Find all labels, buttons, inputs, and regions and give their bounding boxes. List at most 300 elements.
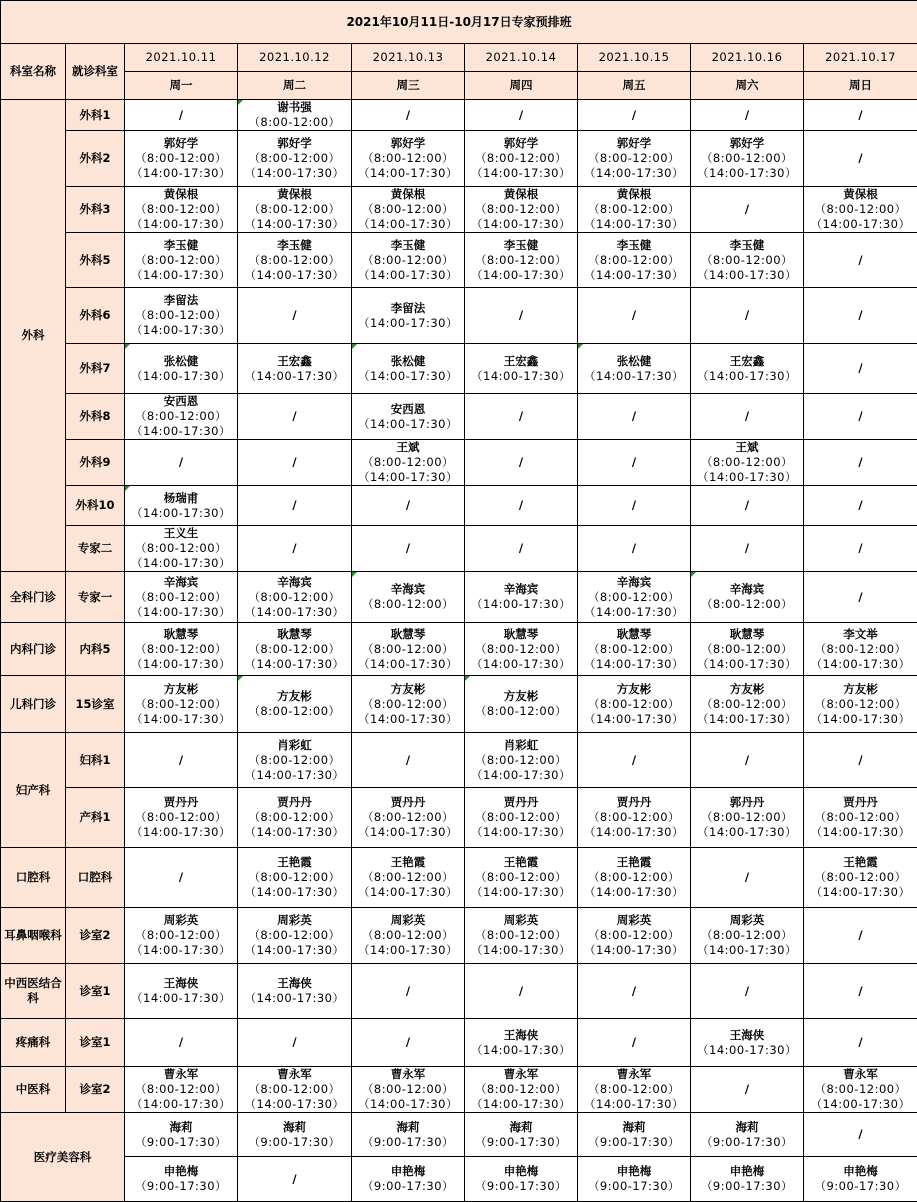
schedule-cell [238,100,352,131]
schedule-cell [578,1067,691,1113]
time-slot: （14:00-17:30） [804,1097,917,1112]
time-slot: （8:00-12:00） [578,928,690,943]
time-slot: （8:00-12:00） [352,597,464,612]
time-slot: （8:00-12:00） [465,704,577,719]
time-slot: （8:00-12:00） [578,810,690,825]
time-slot: （14:00-17:30） [125,605,237,620]
doctor-name: 李留法 [352,301,464,316]
doctor-name: 杨瑞甫 [125,491,237,506]
table-row [1,440,917,486]
time-slot: （8:00-12:00） [465,1082,577,1097]
empty-slot: / [238,409,351,424]
empty-slot: / [804,753,917,768]
schedule-cell [238,572,352,623]
time-slot: （14:00-17:30） [238,166,351,181]
empty-slot: / [804,541,917,556]
clinic-name: 外科10 [66,486,125,526]
date-header: 2021.10.11 [125,44,238,72]
schedule-cell [578,344,691,394]
table-row [1,233,917,288]
empty-slot: / [691,202,803,217]
date-header: 2021.10.13 [352,44,465,72]
empty-slot: / [804,590,917,605]
time-slot: （9:00-17:30） [578,1179,690,1194]
time-slot: （14:00-17:30） [352,217,464,232]
doctor-name: 黄保根 [465,187,577,202]
weekday-header: 周四 [465,72,578,100]
table-row [1,526,917,572]
schedule-cell [465,1157,578,1202]
time-slot: （8:00-12:00） [465,151,577,166]
clinic-name: 外科7 [66,344,125,394]
time-slot: （8:00-12:00） [238,253,351,268]
clinic-name: 诊室2 [66,1067,125,1113]
empty-slot: / [465,409,577,424]
doctor-name: 郭好学 [238,136,351,151]
doctor-name: 李玉健 [465,238,577,253]
schedule-cell [804,394,917,440]
schedule-cell [125,788,238,848]
schedule-cell [578,964,691,1019]
time-slot: （9:00-17:30） [804,1179,917,1194]
table-row [1,788,917,848]
schedule-cell [578,623,691,676]
schedule-cell [691,964,804,1019]
empty-slot: / [691,541,803,556]
doctor-name: 黄保根 [125,187,237,202]
date-header: 2021.10.17 [804,44,917,72]
table-row [1,394,917,440]
doctor-name: 耿慧琴 [578,627,690,642]
time-slot: （14:00-17:30） [691,657,803,672]
schedule-cell [804,964,917,1019]
clinic-name: 口腔科 [66,848,125,908]
doctor-name: 王斌 [691,440,803,455]
schedule-cell [352,848,465,908]
schedule-cell [125,733,238,788]
department-name: 妇产科 [1,733,66,848]
schedule-cell [125,344,238,394]
schedule-cell [578,1113,691,1157]
time-slot: （8:00-12:00） [578,870,690,885]
schedule-cell [465,733,578,788]
doctor-name: 周彩英 [691,913,803,928]
time-slot: （8:00-12:00） [238,115,351,130]
schedule-cell [465,486,578,526]
empty-slot: / [691,1082,803,1097]
doctor-name: 方友彬 [691,682,803,697]
schedule-cell [691,572,804,623]
clinic-name: 专家二 [66,526,125,572]
table-row [1,733,917,788]
department-name: 耳鼻咽喉科 [1,908,66,964]
empty-slot: / [691,108,803,123]
time-slot: （8:00-12:00） [352,642,464,657]
time-slot: （8:00-12:00） [578,1082,690,1097]
empty-slot: / [578,498,690,513]
time-slot: （14:00-17:30） [125,268,237,283]
time-slot: （14:00-17:30） [465,885,577,900]
doctor-name: 王海侠 [238,976,351,991]
schedule-cell [578,908,691,964]
schedule-cell [238,486,352,526]
time-slot: （14:00-17:30） [352,657,464,672]
doctor-name: 王宏鑫 [238,354,351,369]
time-slot: （14:00-17:30） [125,424,237,439]
schedule-cell [238,1067,352,1113]
empty-slot: / [352,108,464,123]
clinic-name: 诊室1 [66,1019,125,1067]
time-slot: （14:00-17:30） [352,825,464,840]
doctor-name: 周彩英 [465,913,577,928]
clinic-name: 外科5 [66,233,125,288]
time-slot: （14:00-17:30） [465,1043,577,1058]
time-slot: （14:00-17:30） [238,825,351,840]
schedule-cell [352,1067,465,1113]
schedule-cell [238,848,352,908]
doctor-name: 黄保根 [578,187,690,202]
department-name: 内科门诊 [1,623,66,676]
time-slot: （14:00-17:30） [125,506,237,521]
time-slot: （8:00-12:00） [465,870,577,885]
empty-slot: / [804,409,917,424]
clinic-name: 诊室2 [66,908,125,964]
doctor-name: 安西恩 [352,402,464,417]
schedule-cell [578,526,691,572]
empty-slot: / [465,308,577,323]
doctor-name: 周彩英 [238,913,351,928]
time-slot: （8:00-12:00） [465,202,577,217]
time-slot: （9:00-17:30） [691,1135,803,1150]
doctor-name: 贾丹丹 [578,795,690,810]
schedule-cell [465,788,578,848]
doctor-name: 耿慧琴 [352,627,464,642]
schedule-cell [352,676,465,733]
doctor-name: 海莉 [352,1120,464,1135]
doctor-name: 贾丹丹 [804,795,917,810]
time-slot: （14:00-17:30） [691,1043,803,1058]
time-slot: （14:00-17:30） [691,166,803,181]
time-slot: （8:00-12:00） [804,202,917,217]
doctor-name: 张松健 [352,354,464,369]
time-slot: （14:00-17:30） [352,470,464,485]
empty-slot: / [125,108,237,123]
schedule-cell [465,848,578,908]
doctor-name: 申艳梅 [691,1164,803,1179]
time-slot: （9:00-17:30） [352,1179,464,1194]
time-slot: （14:00-17:30） [465,768,577,783]
time-slot: （14:00-17:30） [238,605,351,620]
empty-slot: / [691,753,803,768]
empty-slot: / [238,1035,351,1050]
time-slot: （14:00-17:30） [238,768,351,783]
schedule-cell [465,394,578,440]
schedule-cell [352,733,465,788]
time-slot: （14:00-17:30） [804,825,917,840]
time-slot: （8:00-12:00） [352,697,464,712]
doctor-name: 周彩英 [578,913,690,928]
time-slot: （14:00-17:30） [691,712,803,727]
time-slot: （14:00-17:30） [465,166,577,181]
schedule-cell [465,1113,578,1157]
doctor-name: 方友彬 [125,682,237,697]
schedule-cell [465,1019,578,1067]
empty-slot: / [352,498,464,513]
time-slot: （14:00-17:30） [238,943,351,958]
time-slot: （14:00-17:30） [465,1097,577,1112]
clinic-name: 专家一 [66,572,125,623]
time-slot: （14:00-17:30） [804,657,917,672]
empty-slot: / [578,308,690,323]
department-name: 儿科门诊 [1,676,66,733]
schedule-cell [578,788,691,848]
date-header: 2021.10.12 [238,44,352,72]
schedule-cell [578,733,691,788]
department-name: 疼痛科 [1,1019,66,1067]
time-slot: （14:00-17:30） [125,556,237,571]
schedule-cell [804,344,917,394]
schedule-cell [465,526,578,572]
empty-slot: / [465,984,577,999]
time-slot: （8:00-12:00） [352,455,464,470]
table-row [1,486,917,526]
empty-slot: / [578,753,690,768]
time-slot: （8:00-12:00） [804,870,917,885]
schedule-cell [465,131,578,187]
empty-slot: / [125,870,237,885]
table-row [1,676,917,733]
doctor-name: 申艳梅 [465,1164,577,1179]
doctor-name: 方友彬 [465,689,577,704]
time-slot: （8:00-12:00） [238,642,351,657]
time-slot: （14:00-17:30） [352,885,464,900]
time-slot: （14:00-17:30） [804,712,917,727]
time-slot: （8:00-12:00） [125,308,237,323]
time-slot: （14:00-17:30） [352,943,464,958]
schedule-cell [352,788,465,848]
schedule-cell [125,1157,238,1202]
empty-slot: / [238,455,351,470]
time-slot: （14:00-17:30） [578,166,690,181]
doctor-name: 辛海宾 [352,582,464,597]
clinic-name: 内科5 [66,623,125,676]
doctor-name: 周彩英 [125,913,237,928]
schedule-cell [125,676,238,733]
time-slot: （8:00-12:00） [125,1082,237,1097]
time-slot: （8:00-12:00） [578,590,690,605]
doctor-name: 曹永军 [238,1067,351,1082]
schedule-cell [465,623,578,676]
schedule-cell [125,1067,238,1113]
table-row [1,344,917,394]
time-slot: （14:00-17:30） [578,712,690,727]
empty-slot: / [804,455,917,470]
time-slot: （8:00-12:00） [578,253,690,268]
doctor-name: 贾丹丹 [238,795,351,810]
schedule-cell [125,394,238,440]
time-slot: （14:00-17:30） [465,657,577,672]
schedule-cell [238,440,352,486]
time-slot: （8:00-12:00） [125,409,237,424]
time-slot: （8:00-12:00） [238,590,351,605]
schedule-cell [578,486,691,526]
schedule-cell [691,1019,804,1067]
time-slot: （8:00-12:00） [125,151,237,166]
department-name: 中医科 [1,1067,66,1113]
schedule-cell [352,131,465,187]
clinic-name: 15诊室 [66,676,125,733]
time-slot: （14:00-17:30） [465,943,577,958]
time-slot: （8:00-12:00） [352,870,464,885]
time-slot: （14:00-17:30） [352,369,464,384]
doctor-name: 肖彩虹 [465,738,577,753]
clinic-name: 诊室1 [66,964,125,1019]
schedule-cell [691,100,804,131]
doctor-name: 耿慧琴 [465,627,577,642]
doctor-name: 谢书强 [238,100,351,115]
time-slot: （14:00-17:30） [578,369,690,384]
schedule-cell [578,100,691,131]
doctor-name: 王斌 [352,440,464,455]
schedule-cell [238,733,352,788]
schedule-cell [578,1019,691,1067]
schedule-cell [578,394,691,440]
schedule-cell [804,440,917,486]
time-slot: （14:00-17:30） [125,943,237,958]
time-slot: （8:00-12:00） [465,753,577,768]
clinic-name: 外科9 [66,440,125,486]
doctor-name: 辛海宾 [125,575,237,590]
doctor-name: 黄保根 [352,187,464,202]
schedule-cell [804,233,917,288]
time-slot: （14:00-17:30） [691,369,803,384]
time-slot: （14:00-17:30） [125,712,237,727]
time-slot: （8:00-12:00） [578,202,690,217]
schedule-cell [125,526,238,572]
clinic-name: 外科6 [66,288,125,344]
time-slot: （14:00-17:30） [804,217,917,232]
time-slot: （8:00-12:00） [691,642,803,657]
clinic-name: 外科8 [66,394,125,440]
schedule-cell [691,1157,804,1202]
time-slot: （8:00-12:00） [691,810,803,825]
schedule-cell [238,131,352,187]
table-row [1,187,917,233]
schedule-cell [125,486,238,526]
time-slot: （14:00-17:30） [125,217,237,232]
time-slot: （8:00-12:00） [352,810,464,825]
time-slot: （14:00-17:30） [238,657,351,672]
empty-slot: / [238,308,351,323]
clinic-name: 外科1 [66,100,125,131]
doctor-name: 李留法 [125,293,237,308]
schedule-cell [352,440,465,486]
doctor-name: 海莉 [578,1120,690,1135]
time-slot: （8:00-12:00） [238,870,351,885]
time-slot: （14:00-17:30） [578,885,690,900]
doctor-name: 郭好学 [578,136,690,151]
table-row [1,623,917,676]
doctor-name: 郭好学 [465,136,577,151]
weekday-header: 周三 [352,72,465,100]
time-slot: （9:00-17:30） [465,1135,577,1150]
empty-slot: / [465,455,577,470]
empty-slot: / [691,984,803,999]
doctor-name: 辛海宾 [238,575,351,590]
empty-slot: / [691,870,803,885]
time-slot: （8:00-12:00） [465,928,577,943]
empty-slot: / [578,108,690,123]
doctor-name: 辛海宾 [691,582,803,597]
doctor-name: 王海侠 [691,1028,803,1043]
time-slot: （14:00-17:30） [465,825,577,840]
doctor-name: 贾丹丹 [465,795,577,810]
clinic-name: 外科3 [66,187,125,233]
schedule-cell [691,233,804,288]
time-slot: （8:00-12:00） [804,1082,917,1097]
schedule-cell [352,233,465,288]
doctor-name: 方友彬 [804,682,917,697]
schedule-cell [465,908,578,964]
clinic-name: 外科2 [66,131,125,187]
time-slot: （8:00-12:00） [804,697,917,712]
time-slot: （14:00-17:30） [352,268,464,283]
time-slot: （14:00-17:30） [578,657,690,672]
schedule-cell [804,623,917,676]
schedule-cell [352,908,465,964]
doctor-name: 曹永军 [125,1067,237,1082]
schedule-cell [238,676,352,733]
schedule-cell [238,1113,352,1157]
doctor-name: 李玉健 [578,238,690,253]
doctor-name: 张松健 [125,354,237,369]
schedule-cell [691,344,804,394]
schedule-cell [352,526,465,572]
schedule-cell [238,788,352,848]
time-slot: （8:00-12:00） [238,704,351,719]
schedule-cell [465,100,578,131]
doctor-name: 曹永军 [465,1067,577,1082]
empty-slot: / [465,498,577,513]
doctor-name: 贾丹丹 [352,795,464,810]
schedule-cell [578,288,691,344]
doctor-name: 海莉 [125,1120,237,1135]
schedule-cell [465,187,578,233]
doctor-name: 申艳梅 [578,1164,690,1179]
empty-slot: / [125,455,237,470]
empty-slot: / [804,928,917,943]
schedule-cell [465,676,578,733]
doctor-name: 海莉 [465,1120,577,1135]
table-row [1,1067,917,1113]
schedule-cell [125,964,238,1019]
empty-slot: / [125,753,237,768]
schedule-cell [804,733,917,788]
doctor-name: 申艳梅 [352,1164,464,1179]
time-slot: （8:00-12:00） [352,928,464,943]
schedule-cell [691,187,804,233]
department-name: 外科 [1,100,66,572]
time-slot: （14:00-17:30） [238,268,351,283]
time-slot: （14:00-17:30） [125,1097,237,1112]
time-slot: （8:00-12:00） [578,642,690,657]
schedule-cell [804,788,917,848]
schedule-cell [352,394,465,440]
schedule-cell [804,131,917,187]
table-row [1,1113,917,1157]
doctor-name: 王艳霞 [804,855,917,870]
schedule-cell [804,288,917,344]
